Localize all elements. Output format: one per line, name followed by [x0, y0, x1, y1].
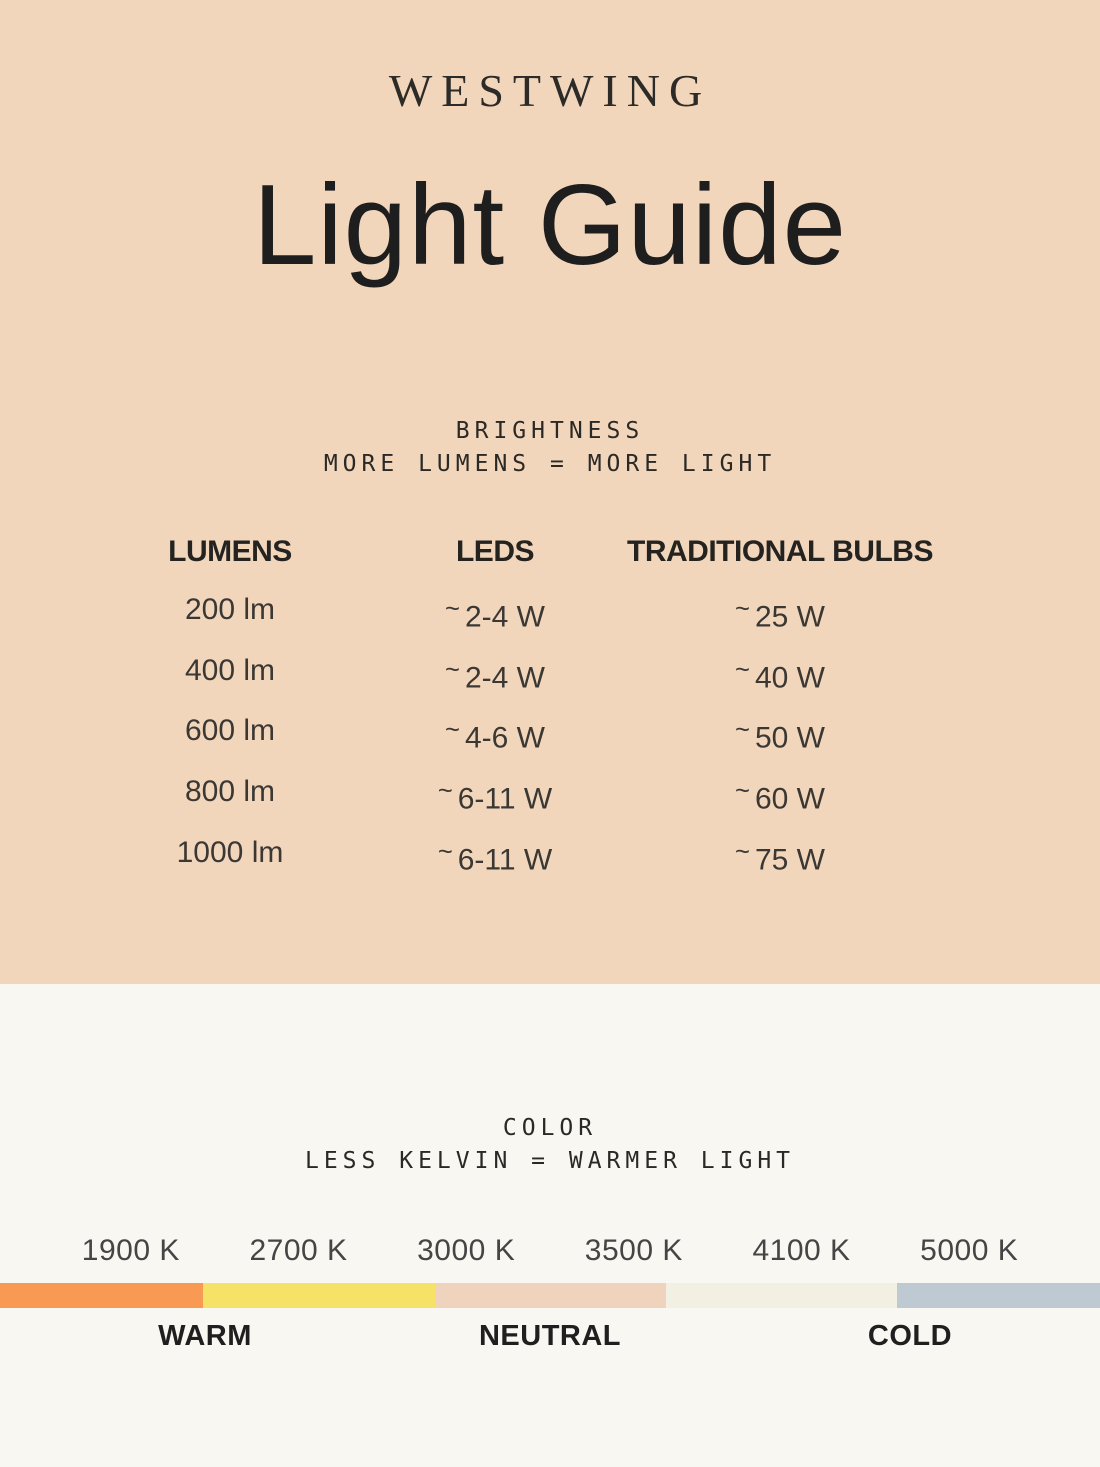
column-header-leds: LEDS [455, 535, 534, 568]
kelvin-label: 1900 K [81, 1234, 180, 1267]
scale-segment-cold-blue [897, 1283, 1100, 1308]
kelvin-label: 2700 K [249, 1234, 348, 1267]
kelvin-label: 3500 K [584, 1234, 683, 1267]
bulb-watts: 60 W [754, 782, 825, 816]
table-cell-leds [370, 765, 620, 826]
leds-watts: 2-4 W [464, 600, 545, 634]
brightness-subheading: MORE LUMENS = MORE LIGHT [323, 451, 777, 477]
approx-symbol: ~ [445, 595, 460, 623]
approx-symbol: ~ [735, 655, 750, 684]
column-header-lumens: LUMENS [168, 535, 292, 568]
table-cell-leds [370, 644, 620, 705]
bulb-watts: 50 W [754, 722, 825, 756]
table-cell-leds [370, 826, 620, 887]
bulb-watts: 75 W [754, 843, 825, 877]
temperature-label-cold: COLD [867, 1320, 953, 1352]
kelvin-scale-bar [0, 1283, 1100, 1308]
color-panel [0, 984, 1100, 1467]
table-cell-bulbs [620, 644, 940, 705]
table-cell-lumens: 200 lm [184, 593, 276, 626]
approx-symbol: ~ [445, 655, 460, 684]
scale-segment-warm-orange [0, 1283, 203, 1308]
kelvin-label: 4100 K [752, 1234, 851, 1267]
table-cell-bulbs [620, 583, 940, 644]
approx-symbol: ~ [437, 777, 453, 806]
table-cell-lumens: 1000 lm [176, 835, 284, 869]
scale-segment-neutral-peach [435, 1283, 666, 1308]
table-cell-bulbs [620, 765, 940, 826]
lumens-comparison-table [90, 535, 940, 886]
table-cell-leds [370, 583, 620, 644]
leds-watts: 2-4 W [464, 661, 545, 695]
table-cell-lumens: 400 lm [184, 653, 276, 687]
temperature-labels-row [0, 1320, 1100, 1360]
bulb-watts: 25 W [754, 600, 825, 634]
approx-symbol: ~ [735, 595, 750, 623]
approx-symbol: ~ [735, 716, 750, 745]
color-subheading: LESS KELVIN = WARMER LIGHT [304, 1148, 796, 1174]
approx-symbol: ~ [437, 837, 453, 866]
leds-watts: 6-11 W [457, 843, 553, 877]
table-cell-bulbs [620, 704, 940, 765]
color-heading: COLOR [502, 1115, 598, 1141]
brand-logo: WESTWING [388, 65, 712, 116]
temperature-label-warm: WARM [158, 1320, 252, 1352]
approx-symbol: ~ [735, 777, 750, 806]
brightness-heading: BRIGHTNESS [455, 418, 645, 444]
table-cell-lumens: 600 lm [184, 714, 276, 748]
approx-symbol: ~ [735, 837, 750, 866]
column-header-traditional-bulbs: TRADITIONAL BULBS [627, 535, 933, 568]
temperature-label-neutral: NEUTRAL [478, 1320, 622, 1352]
page-title: Light Guide [252, 162, 848, 289]
table-cell-leds [370, 704, 620, 765]
kelvin-label: 3000 K [417, 1234, 516, 1267]
bulb-watts: 40 W [754, 661, 825, 695]
leds-watts: 6-11 W [457, 782, 553, 816]
approx-symbol: ~ [445, 716, 460, 745]
kelvin-label: 5000 K [920, 1234, 1019, 1267]
kelvin-labels-row [0, 1234, 1100, 1268]
table-cell-bulbs [620, 826, 940, 887]
scale-segment-neutral-ivory [666, 1283, 897, 1308]
leds-watts: 4-6 W [464, 722, 545, 756]
table-cell-lumens: 800 lm [184, 775, 276, 809]
scale-segment-warm-yellow [203, 1283, 435, 1308]
